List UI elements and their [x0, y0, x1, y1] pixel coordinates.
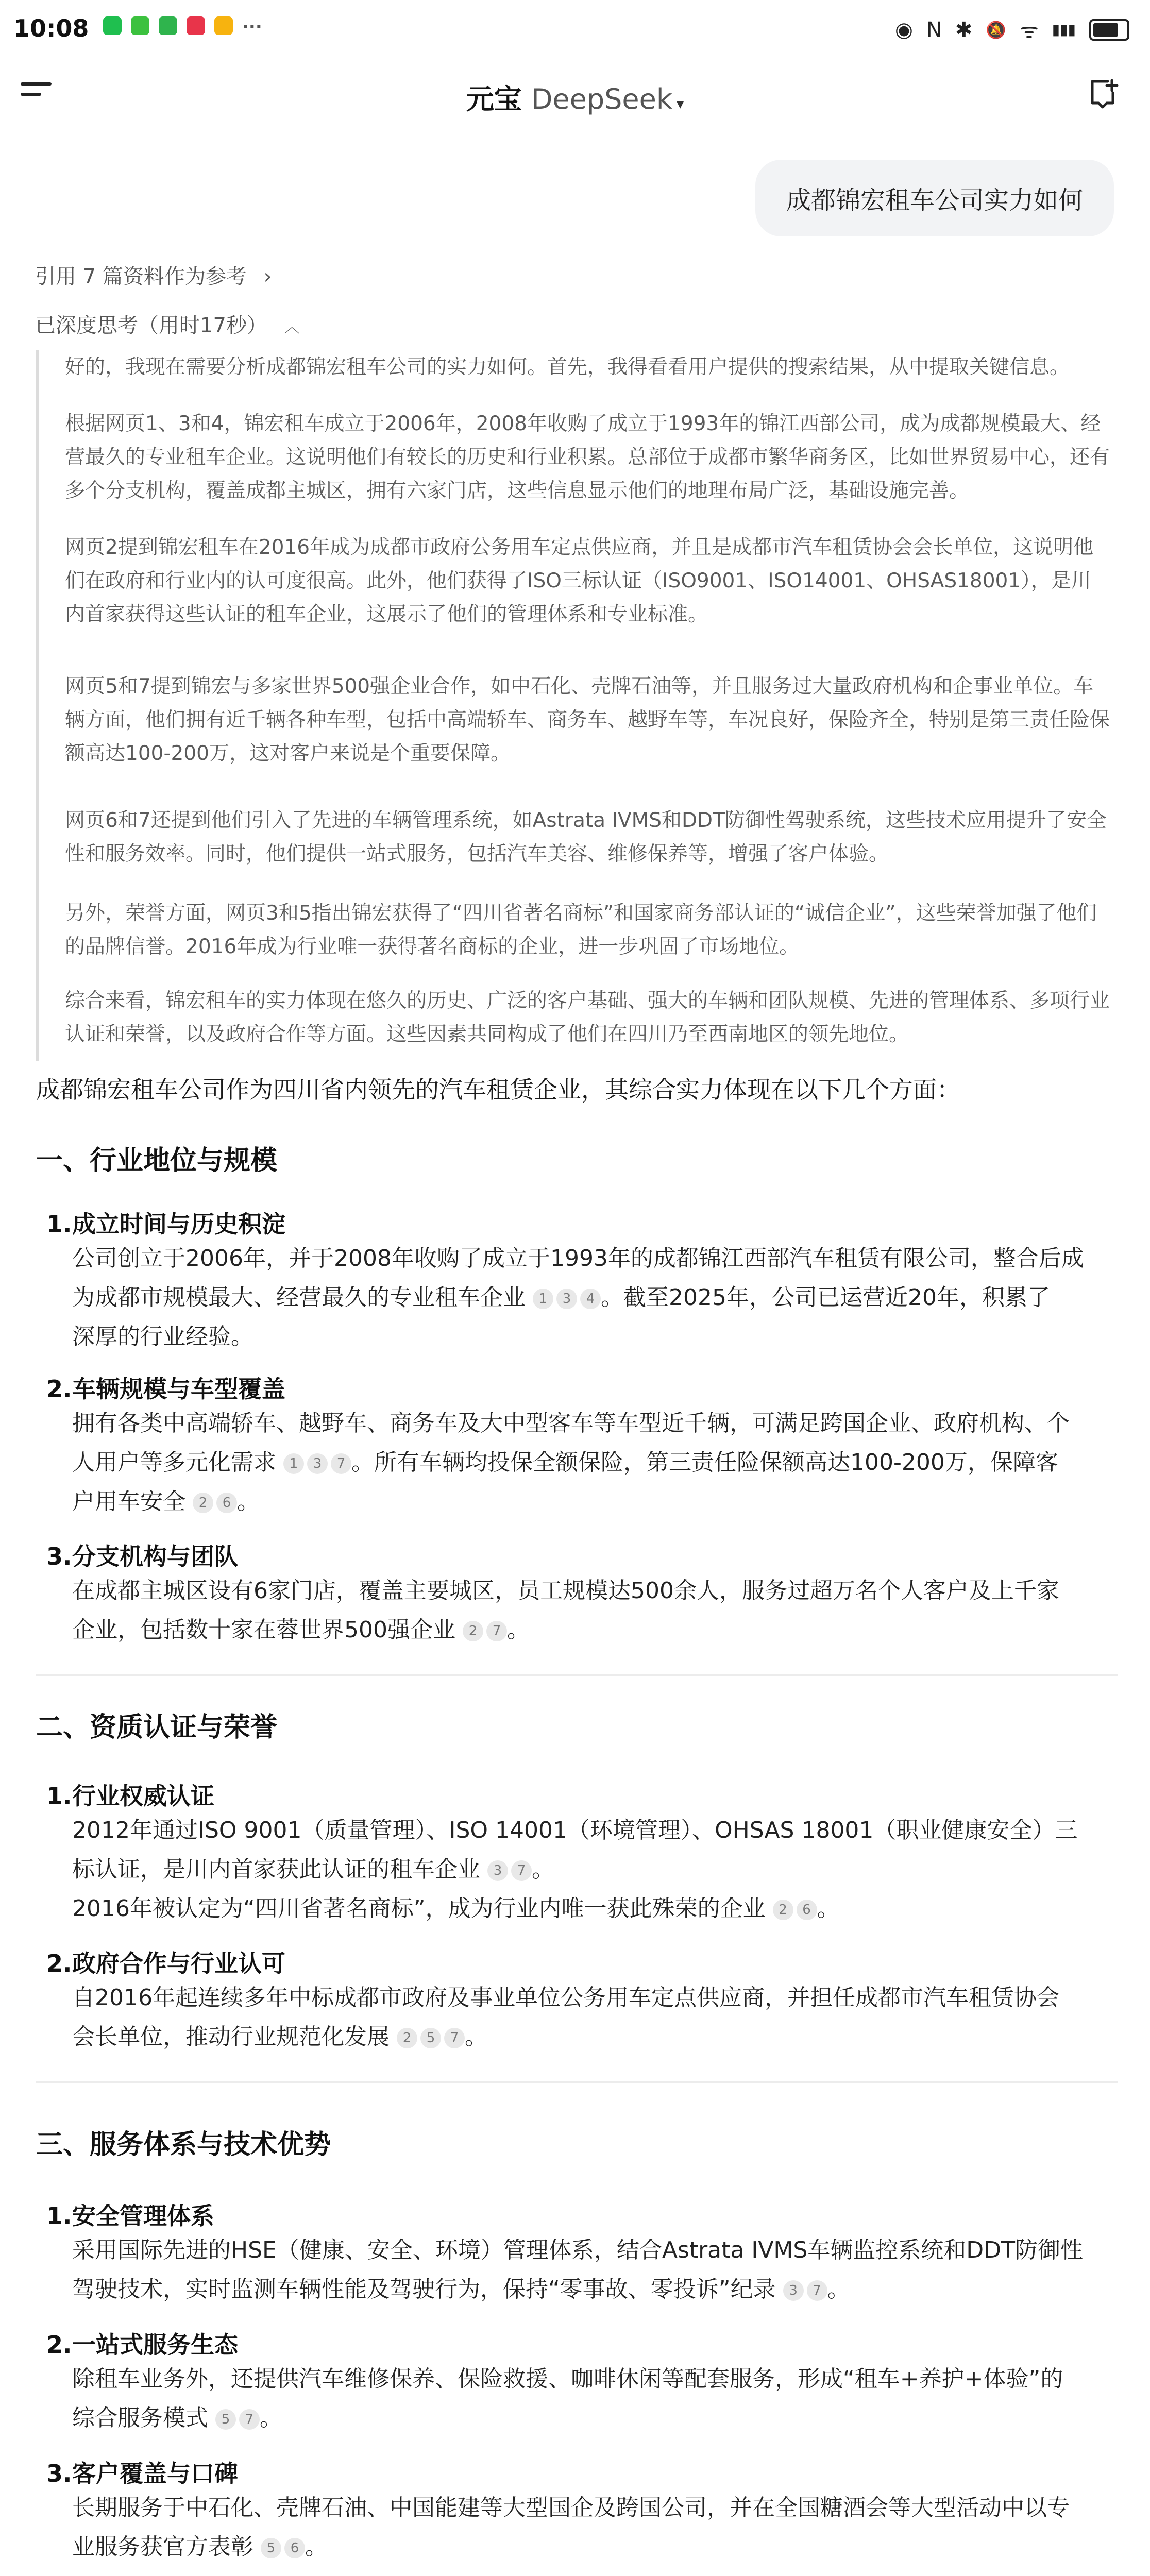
item-title: 1.安全管理体系 [46, 2202, 214, 2230]
deep-thinking-toggle[interactable] [35, 309, 300, 338]
citation-group[interactable]: 5 7 [215, 2409, 260, 2430]
thinking-paragraph: 综合来看，锦宏租车的实力体现在悠久的历史、广泛的客户基础、强大的车辆和团队规模、先进的管理体系、多项行业认证和荣誉，以及政府合作等方面。这些因素共同构成了他们在四川乃至西南地区的领先地位。 [65, 989, 1110, 1046]
thinking-paragraph: 根据网页1、3和4，锦宏租车成立于2006年，2008年收购了成立于1993年的锦江西部公司，成为成都规模最大、经营最久的专业租车企业。这说明他们有较长的历史和行业积累。总部位于成都市繁华商务区，比如世界贸易中心，还有多个分支机构，覆盖成都主城区，拥有六家门店，这些信息显示他们的地理布局广泛，基础设施完善。 [65, 412, 1110, 502]
status-app-icons [103, 16, 262, 37]
app-notification-icon [214, 16, 233, 35]
answer-intro: 成都锦宏租车公司作为四川省内领先的汽车租赁企业，其综合实力体现在以下几个方面： [36, 1076, 960, 1104]
divider [36, 2081, 1118, 2083]
thinking-paragraph: 网页6和7还提到他们引入了先进的车辆管理系统，如Astrata IVMS和DDT防御性驾驶系统，这些技术应用提升了安全性和服务效率。同时，他们提供一站式服务，包括汽车美容、维修保养等，增强了客户体验。 [65, 809, 1107, 866]
citation-group[interactable]: 1 3 4 [533, 1289, 601, 1309]
bell-icon: 🔕 [986, 20, 1007, 40]
model-selector[interactable]: DeepSeek [531, 83, 673, 115]
references-toggle[interactable] [35, 260, 272, 290]
item-body: 在成都主城区设有6家门店，覆盖主要城区，员工规模达500余人，服务过超万名个人客户及上千家 企业，包括数十家在蓉世界500强企业 2 7 。 [72, 1578, 1059, 1643]
section-heading: 一、行业地位与规模 [36, 1145, 278, 1176]
item-title: 1.行业权威认证 [46, 1782, 214, 1810]
user-message-bubble: 成都锦宏租车公司实力如何 [755, 160, 1114, 236]
thinking-paragraph: 另外，荣誉方面，网页3和5指出锦宏获得了“四川省著名商标”和国家商务部认证的“诚信企业”，这些荣誉加强了他们的品牌信誉。2016年成为行业唯一获得著名商标的企业，进一步巩固了市场地位。 [65, 902, 1097, 958]
app-notification-icon [131, 16, 149, 35]
item-body: 自2016年起连续多年中标成都市政府及事业单位公务用车定点供应商，并担任成都市汽车租赁协会 会长单位，推动行业规范化发展 2 5 7 。 [72, 1985, 1059, 2050]
chevron-up-icon: ︿ [284, 318, 300, 336]
section-heading: 二、资质认证与荣誉 [36, 1712, 278, 1743]
citation-group[interactable]: 1 3 7 [283, 1453, 351, 1474]
chevron-down-icon[interactable]: ▾ [677, 95, 684, 112]
citation-group[interactable]: 3 7 [783, 2280, 827, 2301]
citation-group[interactable]: 2 6 [773, 1900, 817, 1920]
item-body: 采用国际先进的HSE（健康、安全、环境）管理体系，结合Astrata IVMS车辆监控系统和DDT防御性 驾驶技术，实时监测车辆性能及驾驶行为，保持“零事故、零投诉”纪录 3 7 。 [72, 2237, 1083, 2302]
item-body: 公司创立于2006年，并于2008年收购了成立于1993年的成都锦江西部汽车租赁有限公司，整合后成 为成都市规模最大、经营最久的专业租车企业 1 3 4 。截至2025年，公司已运营近20年，积累了 深厚的行业经验。 [72, 1245, 1084, 1350]
citation-group[interactable]: 2 5 7 [397, 2028, 465, 2048]
app-notification-icon [159, 16, 177, 35]
eye-icon: ◉ [895, 18, 913, 42]
references-label: 引用 7 篇资料作为参考 [35, 265, 247, 289]
item-title: 1.成立时间与历史积淀 [46, 1210, 285, 1238]
signal-icon: ▮▮▮ [1052, 21, 1076, 38]
thinking-content [36, 350, 1111, 1061]
item-body: 拥有各类中高端轿车、越野车、商务车及大中型客车等车型近千辆，可满足跨国企业、政府机构、个 人用户等多元化需求 1 3 7 。所有车辆均投保全额保险，第三责任险保额高达100-200万，保障客 户用车安全 2 6 。 [72, 1410, 1070, 1515]
status-system-icons [895, 15, 1129, 44]
item-title: 3.客户覆盖与口碑 [46, 2460, 238, 2487]
citation-group[interactable]: 2 6 [193, 1493, 237, 1513]
item-title: 2.一站式服务生态 [46, 2331, 238, 2359]
app-notification-icon [103, 16, 122, 35]
new-chat-icon[interactable] [1087, 77, 1121, 111]
chat-title[interactable] [0, 77, 1150, 117]
item-body: 2012年通过ISO 9001（质量管理）、ISO 14001（环境管理）、OHSAS 18001（职业健康安全）三 标认证，是川内首家获此认证的租车企业 3 7 。 2016年被认定为“四川省著名商标”，成为行业内唯一获此殊荣的企业 2 6 。 [72, 1817, 1078, 1922]
citation-group[interactable]: 5 6 [261, 2538, 305, 2558]
thinking-paragraph: 好的，我现在需要分析成都锦宏租车公司的实力如何。首先，我得看看用户提供的搜索结果，从中提取关键信息。 [65, 355, 1070, 379]
item-title: 2.车辆规模与车型覆盖 [46, 1375, 285, 1403]
item-title: 3.分支机构与团队 [46, 1543, 238, 1570]
item-title: 2.政府合作与行业认可 [46, 1950, 285, 1977]
status-time: 10:08 [13, 14, 89, 42]
status-bar [0, 0, 1150, 57]
more-notifications-icon: ··· [242, 16, 262, 37]
deep-thinking-label: 已深度思考（用时17秒） [35, 314, 267, 337]
item-body: 长期服务于中石化、壳牌石油、中国能建等大型国企及跨国公司，并在全国糖酒会等大型活动中以专 业服务获官方表彰 5 6 。 [72, 2495, 1070, 2560]
nfc-icon: N [926, 18, 942, 42]
app-name: 元宝 [466, 83, 522, 115]
divider [36, 1674, 1118, 1676]
wifi-icon: ᯤ [1020, 19, 1039, 43]
chevron-right-icon: › [263, 265, 272, 289]
item-body: 除租车业务外，还提供汽车维修保养、保险救援、咖啡休闲等配套服务，形成“租车+养护+体验”的 综合服务模式 5 7 。 [72, 2366, 1063, 2431]
battery-icon [1089, 19, 1129, 41]
citation-group[interactable]: 3 7 [487, 1860, 532, 1881]
bluetooth-icon: ✱ [955, 18, 973, 42]
citation-group[interactable]: 2 7 [463, 1621, 507, 1641]
thinking-paragraph: 网页2提到锦宏租车在2016年成为成都市政府公务用车定点供应商，并且是成都市汽车租赁协会会长单位，这说明他们在政府和行业内的认可度很高。此外，他们获得了ISO三标认证（ISO9001、ISO14001、OHSAS18001），是川内首家获得这些认证的租车企业，这展示了他们的管理体系和专业标准。 [65, 536, 1094, 626]
app-notification-icon [187, 16, 205, 35]
section-heading: 三、服务体系与技术优势 [36, 2129, 331, 2160]
thinking-paragraph: 网页5和7提到锦宏与多家世界500强企业合作，如中石化、壳牌石油等，并且服务过大量政府机构和企事业单位。车辆方面，他们拥有近千辆各种车型，包括中高端轿车、商务车、越野车等，车况良好，保险齐全，特别是第三责任险保额高达100-200万，这对客户来说是个重要保障。 [65, 675, 1110, 765]
